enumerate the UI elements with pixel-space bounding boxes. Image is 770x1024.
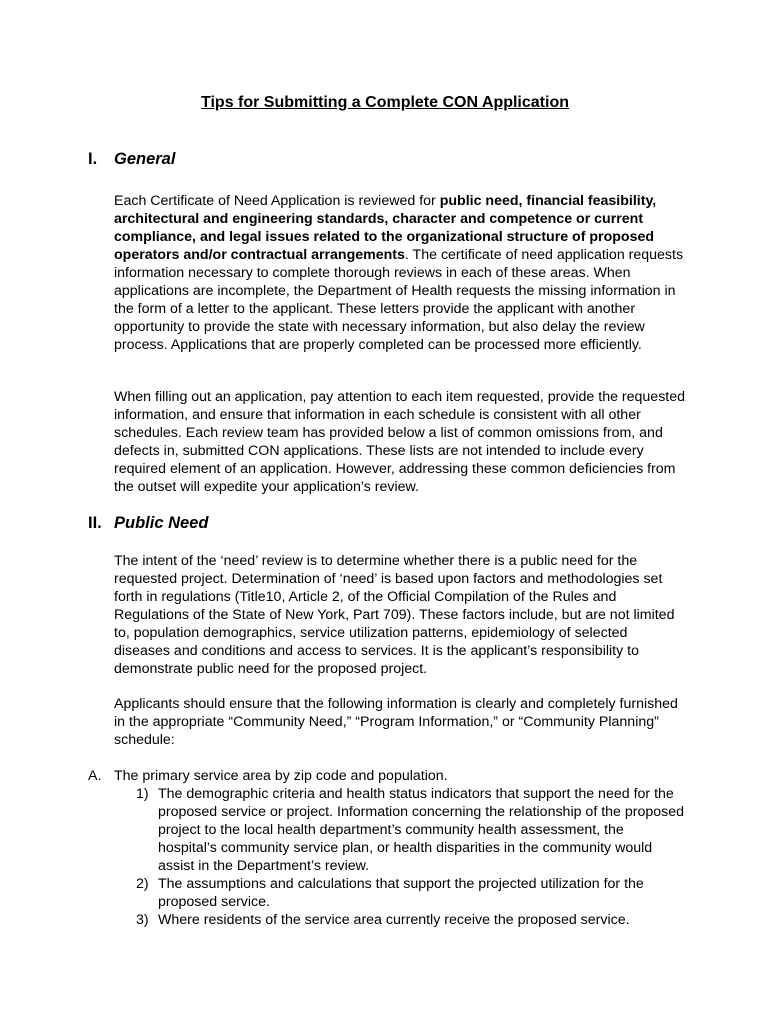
list-item-text: The primary service area by zip code and population. [114,768,448,784]
sub-item-number: 2) [136,876,149,892]
document-title: Tips for Submitting a Complete CON Application [200,94,569,111]
section-title: Public Need [114,514,209,532]
public-need-paragraph-1: The intent of the ‘need’ review is to determine whether there is a public need for the requested project. Determination of ‘need’ is based upon factors and methodologies set forth in regulations (Title10, Article 2, of the Official Compilation of the Rules and Regulations of the State of New York, Part 709). These factors include, but are not limited to, population demographics, service utilization patterns, epidemiology of selected diseases and conditions and access to services. It is the applicant’s responsibility to demonstrate public need for the proposed project. [114,553,675,677]
public-need-paragraph-2: Applicants should ensure that the following information is clearly and completely furnished in the appropriate “Community Need,” “Program Information,” or “Community Planning” schedule: [114,696,678,748]
paragraph-text: . The certificate of need application requests information necessary to complete thorough reviews in each of these areas. When applications are incomplete, the Department of Health requests the missing information in the form of a letter to the applicant. These letters provide the applicant with another opportunity to provide the state with necessary information, but also delay the review process. Applications that are properly completed can be processed more efficiently. [114,247,684,353]
section-heading-public-need [88,514,208,533]
sub-item-number: 1) [136,786,149,802]
list-item-a [88,767,448,785]
sub-item-1 [136,785,686,875]
sub-item-2 [136,875,686,911]
paragraph-bold-text: public need, financial feasibility, architectural and engineering standards, character and competence or current compliance, and legal issues related to the organizational structure of proposed operators and/or contractual arrangements [114,193,657,263]
sub-item-text: The assumptions and calculations that support the projected utilization for the proposed service. [158,876,644,910]
sub-item-3 [136,911,686,929]
general-paragraph-2: When filling out an application, pay attention to each item requested, provide the requested information, and ensure that information in each schedule is consistent with all other schedules. Each review team has provided below a list of common omissions from, and defects in, submitted CON applications. These lists are not intended to include every required element of an application. However, addressing these common deficiencies from the outset will expedite your application’s review. [114,389,686,495]
section-number: II. [88,514,102,532]
sub-item-text: Where residents of the service area currently receive the proposed service. [158,912,630,928]
general-paragraph-1 [114,192,686,354]
paragraph-text: Each Certificate of Need Application is reviewed for [114,193,440,209]
section-number: I. [88,150,98,168]
sub-item-number: 3) [136,912,149,928]
sub-item-text: The demographic criteria and health status indicators that support the need for the proposed service or project. Information concerning the relationship of the proposed project to the local health department’s community health assessment, the hospital’s community service plan, or health disparities in the community would assist in the Department’s review. [158,786,685,874]
list-item-letter: A. [88,768,102,784]
section-heading-general [88,150,175,169]
section-title: General [114,150,176,168]
